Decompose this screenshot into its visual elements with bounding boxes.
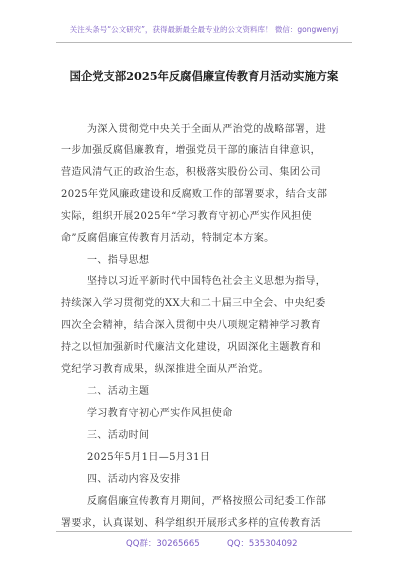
body-line: 一步加强反腐倡廉教育，增强党员干部的廉洁自律意识， — [61, 145, 321, 156]
header-divider — [56, 42, 352, 43]
footer-qq-group: QQ群：30265665 — [126, 539, 200, 549]
header-note: 关注头条号“公文研究”，获得最新最全最专业的公文资料库！ 微信：gongwenyj — [69, 25, 339, 34]
section-heading: 二、活动主题 — [87, 386, 150, 397]
body-line: 2025年党风廉政建设和反腐败工作的部署要求，结合支部 — [61, 189, 328, 200]
body-line: 实际，组织开展2025年“学习教育守初心严实作风担使 — [61, 211, 312, 222]
section-heading: 一、指导思想 — [87, 255, 150, 266]
body-line: 命”反腐倡廉宣传教育月活动，特制定本方案。 — [61, 233, 275, 244]
body-line: 持续深入学习贯彻党的XX大和二十届三中全会、中央纪委 — [61, 298, 326, 309]
body-line: 坚持以习近平新时代中国特色社会主义思想为指导， — [87, 276, 327, 287]
body-line: 署要求，认真谋划、科学组织开展形式多样的宣传教育活 — [61, 518, 321, 529]
document-title: 国企党支部2025年反腐倡廉宣传教育月活动实施方案 — [69, 69, 339, 83]
body-line: 反腐倡廉宣传教育月期间，严格按照公司纪委工作部 — [87, 496, 327, 507]
body-line: 持之以恒加强新时代廉洁文化建设，巩固深化主题教育和 — [61, 342, 321, 353]
section-heading: 四、活动内容及安排 — [87, 474, 181, 485]
body-line: 党纪学习教育成果，纵深推进全面从严治党。 — [61, 364, 269, 375]
section-heading: 三、活动时间 — [87, 430, 150, 441]
footer-qq: QQ：535304092 — [227, 539, 298, 549]
body-line: 为深入贯彻党中央关于全面从严治党的战略部署，进 — [87, 124, 327, 135]
footer-divider — [56, 531, 352, 532]
body-line: 学习教育守初心严实作风担使命 — [87, 408, 233, 419]
body-line: 2025年5月1日—5月31日 — [87, 452, 211, 463]
body-line: 营造风清气正的政治生态，积极落实股份公司、集团公司 — [61, 167, 321, 178]
body-line: 四次全会精神，结合深入贯彻中央八项规定精神学习教育 — [61, 320, 321, 331]
